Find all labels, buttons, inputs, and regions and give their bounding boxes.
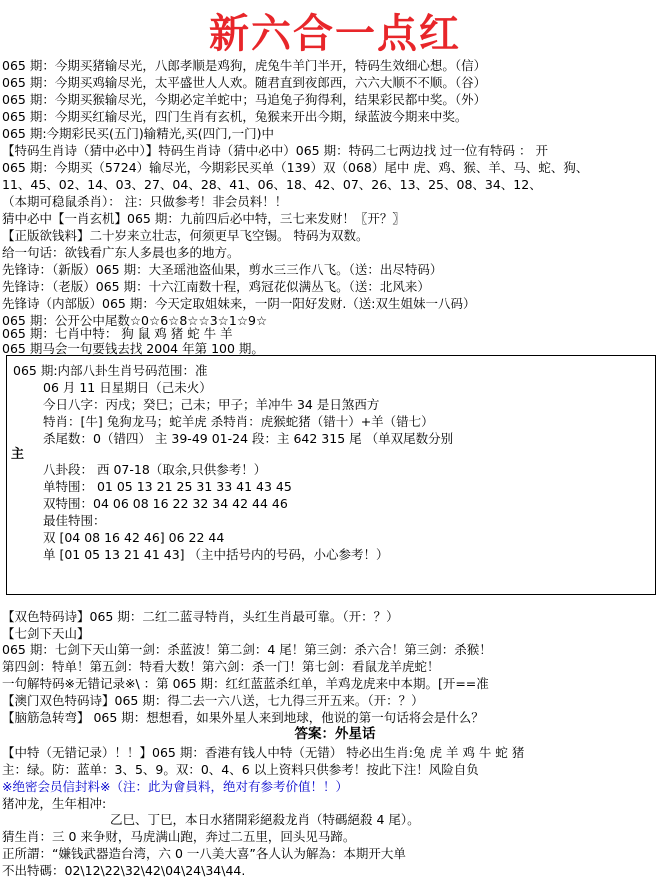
box-line-7: 单特围： 01 05 13 21 25 31 33 41 43 45 <box>43 479 292 494</box>
line-12: 给一句话：欲钱看广东人多晨也多的地方。 <box>2 245 240 260</box>
box-line-2: 06 月 11 日星期日（己未火） <box>43 380 212 395</box>
line-b16: 不出特碼：02\12\22\32\42\04\24\34\44. <box>2 863 246 878</box>
line-b9: 【中特（无错记录）！！】065 期：香港有钱人中特（无错） 特必出生肖:兔 虎 羊 鸡 牛 蛇 猪 <box>2 745 525 760</box>
line-17: 065 期：七肖中特： 狗 鼠 鸡 猪 蛇 牛 羊 <box>2 326 233 341</box>
line-2: 065 期：今期买鸡输尽光，太平盛世人人欢。随君直到夜郎西，六六大顺不不顺。（谷） <box>2 75 487 90</box>
box-line-9: 最佳特围： <box>43 513 106 528</box>
box-line-5: 杀尾数：0（错四） 主 39-49 01-24 段：主 642 315 尾 （单双尾数分别 <box>43 431 454 446</box>
line-1: 065 期：今期买猪输尽光，八郎孝顺是鸡狗，虎兔牛羊门半开，特码生效细心想。（信） <box>2 58 487 73</box>
line-5: 065 期:今期彩民买(五门)输精光,买(四门,一门)中 <box>2 126 274 141</box>
box-line-6: 八卦段： 西 07-18（取余,只供参考！） <box>43 462 267 477</box>
line-b6: 【澳门双色特码诗】065 期：得二去一六八送，七九得三开五来。（开：？） <box>2 693 424 708</box>
line-b1: 【双色特码诗】065 期：二红二蓝寻特肖，头红生肖最可靠。（开：？） <box>2 609 399 624</box>
answer-line: 答案：外星话 <box>294 726 376 742</box>
box-line-4: 特肖：[牛] 兔狗龙马；蛇羊虎 杀特肖：虎猴蛇猪（错十）+羊（错七） <box>43 414 434 429</box>
line-10: 猜中必中【一肖玄机】065 期：九前四后必中特，三七来发财！〖开？〗 <box>2 211 405 226</box>
line-9: （本期可稳鼠杀肖）： 注：只做参考！非会员料！！ <box>2 194 288 209</box>
line-b2: 【七剑下天山】 <box>2 626 90 641</box>
box-zhu-label: 主 <box>11 447 25 462</box>
line-7: 065 期：今期买（5724）输尽光，今期彩民买单（139）双（068）尾中 虎、鸡、猴、羊、马、蛇、狗、 <box>2 160 589 175</box>
line-b4: 第四剑：特单！第五剑：特看大数！第六剑：杀一门！第七剑：看鼠龙羊虎蛇！ <box>2 659 440 674</box>
line-3: 065 期：今期买猴输尽光，今期必定羊蛇中；马追兔子狗得利，结果彩民都中奖。（外） <box>2 92 487 107</box>
line-b5: 一句解特码※无错记录※\ ：第 065 期：红红蓝蓝杀红单，羊鸡龙虎来中本期。[开==准 <box>2 676 489 691</box>
line-8: 11、45、02、14、03、27、04、28、41、06、18、42、07、26、13、25、08、34、12、 <box>2 177 542 192</box>
line-14: 先锋诗：（老版）065 期：十六江南数十程，鸡冠花似满丛飞。（送：北风来） <box>2 279 430 294</box>
line-18: 065 期马会一句要钱去找 2004 年第 100 期。 <box>2 341 264 356</box>
page-title: 新六合一点红 <box>209 10 461 57</box>
box-line-8: 双特围：04 06 08 16 22 32 34 42 44 46 <box>43 496 288 511</box>
line-6: 【特码生肖诗（猜中必中）】特码生肖诗（猜中必中）065 期：特码二七两边找 过一位有特码 ： 开 <box>2 143 549 158</box>
line-b12: 猪冲龙，生年相冲: <box>2 796 107 811</box>
box-line-3: 今日八字：丙戌；癸巳；己未；甲子；羊冲牛 34 是日煞西方 <box>43 397 380 412</box>
line-b3: 065 期：七剑下天山第一剑：杀蓝波！第二剑：4 尾！第三剑：杀六合！第三剑：杀猴！ <box>2 642 492 657</box>
line-b11: ※绝密会员信封料※（注：此为會員料，绝对有参考价值！！） <box>2 779 348 794</box>
box-line-1: 065 期:内部八卦生肖号码范围：准 <box>13 363 208 378</box>
line-16: 065 期：公开公中尾数☆0☆6☆8☆☆3☆1☆9☆ <box>2 313 268 328</box>
line-11: 【正版欲钱料】二十岁来立壮志，何须更早飞空锡。 特码为双数。 <box>2 228 369 243</box>
line-15: 先锋诗（内部版）065 期：今天定取姐妹来，一阴一阳好发财.（送:双生姐妹一八码） <box>2 296 476 311</box>
line-4: 065 期：今期买红输尽光，四门生肖有玄机，兔猴来开出今期，绿蓝波今期来中奖。 <box>2 109 468 124</box>
line-b10: 主：绿。防：蓝单：3、5、9。双：0、4、6 以上资料只供参考！按此下注！风险自负 <box>2 762 479 777</box>
box-line-10: 双 [04 08 16 42 46] 06 22 44 <box>43 530 225 545</box>
box-line-11: 单 [01 05 13 21 41 43] （主中括号内的号码，小心参考！） <box>43 547 389 562</box>
line-b15: 正所謂：“嫌钱武器造台湾，六 0 一八美大喜”各人认为解為：本期开大单 <box>2 846 406 861</box>
line-b13: 乙巳、丁巳，本日水猪開彩絕殺龙肖（特碼絕殺 4 尾）。 <box>110 812 420 827</box>
line-b7: 【脑筋急转弯】 065 期：想想看，如果外星人来到地球，他说的第一句话将会是什么？ <box>2 710 484 725</box>
line-13: 先锋诗：（新版）065 期：大圣瑶池盗仙果，剪水三三作八飞。（送：出尽特码） <box>2 262 443 277</box>
line-b14: 猜生肖：三 0 来争财，马虎满山跑，奔过二五里，回头见马蹄。 <box>2 829 356 844</box>
bagua-box <box>6 355 656 595</box>
